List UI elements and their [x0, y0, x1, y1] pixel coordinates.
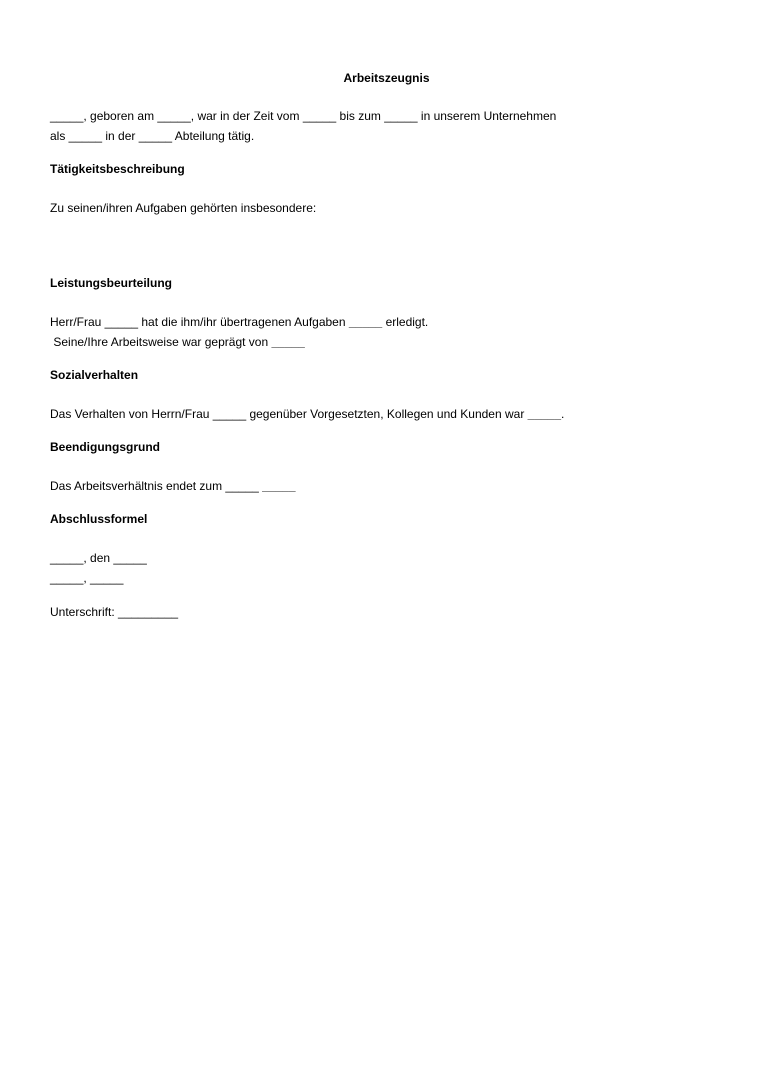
signature-line: Unterschrift: _________ — [50, 605, 179, 619]
heading-sozialverhalten: Sozialverhalten — [50, 368, 139, 382]
leistung-line-1-text-a: Herr/Frau _____ hat die ihm/ihr übertragenen Aufgaben — [50, 315, 349, 329]
sozial-text — [50, 404, 723, 424]
sozial-blank: _____ — [527, 407, 562, 421]
beendigung-text — [50, 476, 723, 496]
heading-leistungsbeurteilung: Leistungsbeurteilung — [50, 276, 173, 290]
taetigkeit-text: Zu seinen/ihren Aufgaben gehörten insbesondere: — [50, 201, 317, 215]
heading-abschlussformel: Abschlussformel — [50, 512, 148, 526]
beendigung-text-a: Das Arbeitsverhältnis endet zum _____ — [50, 479, 263, 493]
leistung-line-2-text: Seine/Ihre Arbeitsweise war geprägt von — [50, 335, 272, 349]
sozial-text-b: . — [561, 407, 565, 421]
document-title: Arbeitszeugnis — [343, 71, 430, 85]
heading-beendigungsgrund: Beendigungsgrund — [50, 440, 160, 454]
abschluss-place-date: _____, den _____ — [50, 551, 147, 565]
heading-taetigkeitsbeschreibung: Tätigkeitsbeschreibung — [50, 162, 185, 176]
leistung-blank-2: _____ — [271, 335, 305, 349]
intro-line-2: als _____ in der _____ Abteilung tätig. — [50, 129, 255, 143]
leistung-line-1 — [50, 312, 723, 332]
abschluss-name-position: _____, _____ — [50, 571, 124, 585]
intro-line-1: _____, geboren am _____, war in der Zeit vom _____ bis zum _____ in unserem Unternehmen — [50, 109, 557, 123]
leistung-line-2 — [50, 332, 723, 352]
beendigung-blank: _____ — [262, 479, 296, 493]
leistung-line-1-text-b: erledigt. — [382, 315, 429, 329]
leistung-blank-1: _____ — [348, 315, 383, 329]
sozial-text-a: Das Verhalten von Herrn/Frau _____ gegenüber Vorgesetzten, Kollegen und Kunden war — [50, 407, 528, 421]
